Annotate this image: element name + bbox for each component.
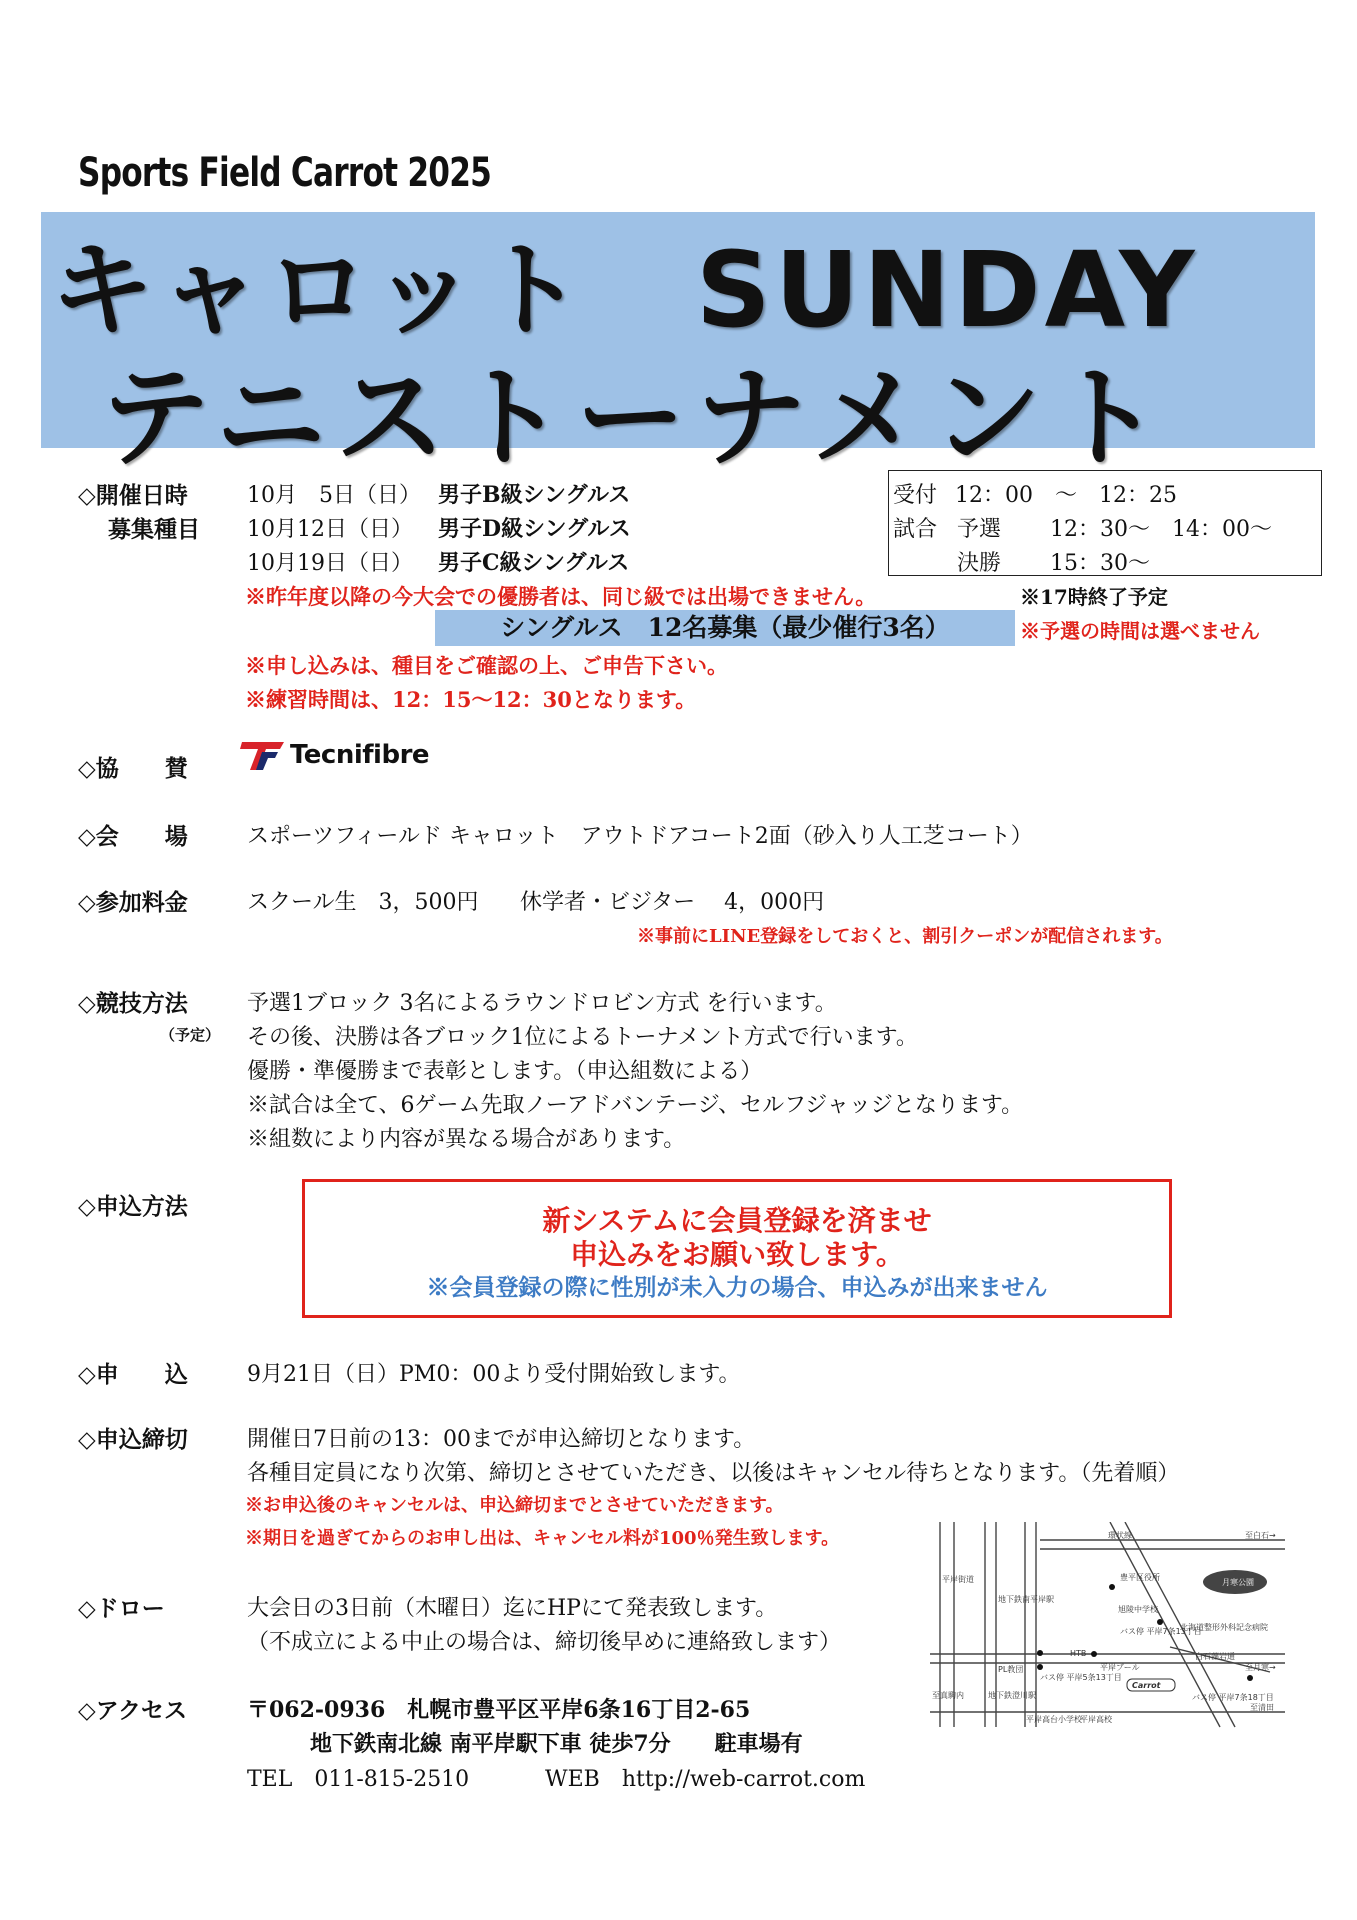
draw-line-2: （不成立による中止の場合は、締切後早めに連絡致します） (247, 1630, 842, 1655)
draw-label: ◇ドロー (78, 1595, 165, 1622)
reception-label: 受付 (893, 483, 938, 508)
format-line: 優勝・準優勝まで表彰とします。（申込組数による） (247, 1059, 763, 1084)
map-label: 至白石→ (1245, 1531, 1276, 1540)
reception-time: 12：00 ～ 12：25 (955, 483, 1177, 508)
map-label: 地下鉄澄川駅 (988, 1691, 1036, 1700)
map-label: 平岸街道 (942, 1575, 974, 1584)
map-label: 環状線 (1108, 1531, 1132, 1540)
practice-time-notice: ※練習時間は、12：15～12：30となります。 (245, 687, 697, 712)
map-label: HTB (1070, 1649, 1087, 1658)
schedule-date: 10月 5日（日） (247, 483, 421, 508)
format-label: ◇競技方法 (78, 990, 188, 1017)
deadline-label: ◇申込締切 (78, 1426, 188, 1453)
access-address: 〒062-0936 札幌市豊平区平岸6条16丁目2-65 (247, 1697, 751, 1723)
access-map (930, 1522, 1285, 1732)
date-label: ◇開催日時 (78, 482, 188, 509)
event-subtitle: Sports Field Carrot 2025 (78, 150, 492, 196)
method-label: ◇申込方法 (78, 1193, 188, 1220)
format-line: 予選1ブロック 3名によるラウンドロビン方式 を行います。 (247, 991, 837, 1016)
registration-box (302, 1179, 1172, 1318)
fee-school: スクール生 3，500円 (247, 890, 479, 915)
sponsor-name: Tecnifibre (290, 740, 430, 770)
format-line: ※試合は全て、6ゲーム先取ノーアドバンテージ、セルフジャッジとなります。 (247, 1093, 1024, 1118)
access-label: ◇アクセス (78, 1697, 187, 1724)
sponsor-label: ◇協 賛 (78, 755, 188, 782)
registration-line-2: 申込みをお願い致します。 (570, 1238, 904, 1271)
map-label: 平岸高台小学校 (1026, 1715, 1082, 1724)
map-label: 白石藻岩通 (1195, 1652, 1235, 1661)
format-line: その後、決勝は各ブロック1位によるトーナメント方式で行います。 (247, 1025, 918, 1050)
schedule-date: 10月19日（日） (247, 551, 413, 576)
access-transit: 地下鉄南北線 南平岸駅下車 徒歩7分 駐車場有 (310, 1731, 803, 1757)
venue-label: ◇会 場 (78, 823, 188, 850)
map-label: 平岸プール (1100, 1663, 1140, 1672)
past-winner-notice: ※昨年度以降の今大会での優勝者は、同じ級では出場できません。 (245, 584, 877, 609)
map-label: 至月寒→ (1245, 1663, 1276, 1672)
map-label: PL教団 (998, 1665, 1024, 1674)
fee-label: ◇参加料金 (78, 889, 188, 916)
prelim-label: 予選 (957, 517, 1002, 542)
map-label: 至清田 (1250, 1703, 1274, 1712)
application-notice: ※申し込みは、種目をご確認の上、ご申告下さい。 (245, 653, 728, 678)
final-time: 15：30～ (1050, 551, 1150, 576)
access-tel: TEL 011-815-2510 (247, 1767, 470, 1792)
draw-line-1: 大会日の3日前（木曜日）迄にHPにて発表致します。 (247, 1596, 778, 1621)
map-label: 旭陵中学校 (1118, 1605, 1158, 1614)
map-label: バス停 平岸5条13丁目 (1040, 1673, 1122, 1682)
tecnifibre-logo-icon (240, 740, 288, 772)
deadline-line-2: 各種目定員になり次第、締切とさせていただき、以後はキャンセル待ちとなります。（先着順） (247, 1461, 1180, 1486)
map-label: 地下鉄南平岸駅 (998, 1595, 1054, 1604)
prelim-time-note: ※予選の時間は選べません (1020, 619, 1260, 643)
schedule-event: 男子D級シングルス (438, 516, 631, 542)
apply-label: ◇申 込 (78, 1361, 188, 1388)
map-carrot-label: Carrot (1132, 1681, 1161, 1690)
fee-visitor: 休学者・ビジター 4，000円 (520, 890, 825, 915)
format-sublabel: （予定） (160, 1026, 221, 1044)
schedule-date: 10月12日（日） (247, 517, 413, 542)
map-label: 至真駒内 (932, 1691, 964, 1700)
schedule-event: 男子B級シングルス (438, 482, 631, 508)
format-line: ※組数により内容が異なる場合があります。 (247, 1127, 686, 1152)
registration-gender-note: ※会員登録の際に性別が未入力の場合、申込みが出来ません (426, 1274, 1048, 1301)
fee-line-notice: ※事前にLINE登録をしておくと、割引クーポンが配信されます。 (637, 926, 1173, 947)
map-label: 北海道整形外科記念病院 (1180, 1623, 1268, 1632)
cancel-fee-notice: ※期日を過ぎてからのお申し出は、キャンセル料が100％発生致します。 (245, 1528, 840, 1549)
event-label: 募集種目 (108, 516, 200, 543)
map-label: バス停 平岸7条13丁目 (1120, 1627, 1202, 1636)
deadline-line-1: 開催日7日前の13：00までが申込締切となります。 (247, 1427, 756, 1452)
map-label: 平岸高校 (1080, 1715, 1112, 1724)
end-time-note: ※17時終了予定 (1020, 585, 1168, 609)
map-label: バス停 平岸7条18丁目 (1192, 1693, 1274, 1702)
cancel-notice: ※お申込後のキャンセルは、申込締切までとさせていただきます。 (245, 1495, 784, 1516)
final-label: 決勝 (957, 551, 1002, 576)
match-label: 試合 (893, 517, 938, 542)
prelim-time: 12：30～ 14：00～ (1050, 517, 1272, 542)
apply-start-text: 9月21日（日）PM0：00より受付開始致します。 (247, 1362, 741, 1387)
map-label: 豊平区役所 (1120, 1573, 1160, 1582)
recruit-banner: シングルス 12名募集（最少催行3名） (435, 610, 1015, 646)
access-web[interactable]: WEB http://web-carrot.com (545, 1767, 866, 1792)
registration-line-1: 新システムに会員登録を済ませ (542, 1204, 932, 1237)
schedule-event: 男子C級シングルス (438, 550, 630, 576)
venue-text: スポーツフィールド キャロット アウトドアコート2面（砂入り人工芝コート） (247, 824, 1033, 849)
title-line-1: キャロット SUNDAY (50, 229, 1199, 351)
map-label: 月寒公園 (1222, 1578, 1254, 1587)
title-line-2: テニストーナメント (100, 354, 1172, 482)
